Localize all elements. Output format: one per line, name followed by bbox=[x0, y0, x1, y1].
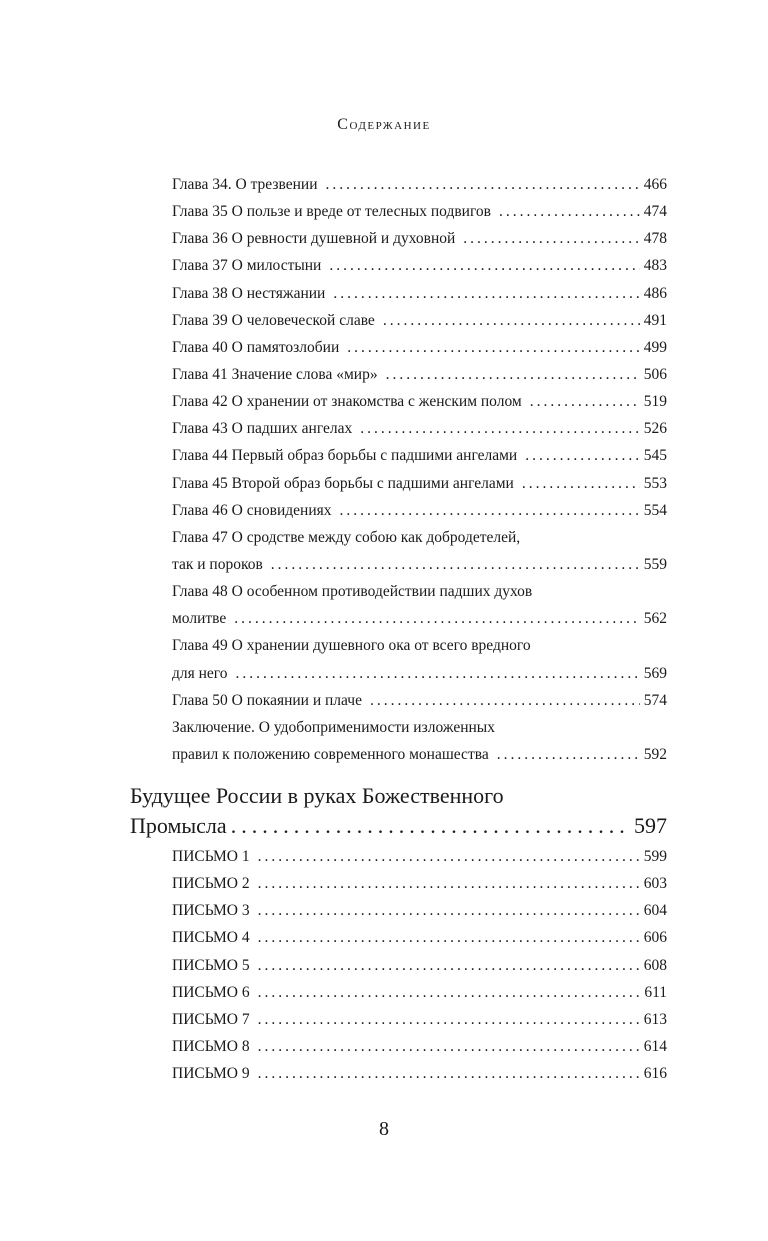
dot-leader bbox=[271, 551, 640, 578]
entry-page: 599 bbox=[643, 848, 667, 865]
dot-leader bbox=[499, 198, 640, 225]
toc-entry-ch38[interactable] bbox=[172, 280, 667, 307]
entry-page: 554 bbox=[643, 501, 667, 519]
entry-page: 611 bbox=[644, 983, 667, 1001]
entry-page: 616 bbox=[643, 1065, 667, 1083]
entry-title: Глава 36 О ревности душевной и духовной bbox=[172, 230, 456, 248]
toc-entry-ch49[interactable] bbox=[172, 632, 667, 686]
entry-page: 478 bbox=[643, 230, 667, 248]
entry-title-line1: Заключение. О удобоприменимости изложенных bbox=[172, 718, 495, 736]
dot-leader bbox=[386, 361, 640, 388]
entry-title-line2: правил к положению современного монашества bbox=[172, 745, 489, 763]
entry-page: 506 bbox=[643, 365, 667, 383]
dot-leader bbox=[258, 924, 640, 951]
entry-page: 606 bbox=[643, 929, 667, 947]
toc-entry-letter-1[interactable] bbox=[172, 843, 667, 870]
entry-page: 592 bbox=[643, 745, 667, 763]
toc-entry-letter-8[interactable] bbox=[172, 1033, 667, 1060]
entry-page: 613 bbox=[643, 1010, 667, 1028]
dot-leader bbox=[530, 388, 640, 415]
toc-entry-letter-9[interactable] bbox=[172, 1060, 667, 1087]
entry-page: 614 bbox=[643, 1037, 667, 1055]
dot-leader bbox=[258, 897, 640, 924]
dot-leader bbox=[258, 1060, 640, 1087]
dot-leader bbox=[234, 605, 639, 632]
toc-entry-ch43[interactable] bbox=[172, 415, 667, 442]
dot-leader bbox=[340, 497, 640, 524]
toc-entry-ch41[interactable] bbox=[172, 361, 667, 388]
dot-leader bbox=[497, 741, 640, 768]
toc-entry-ch45[interactable] bbox=[172, 470, 667, 497]
toc-entry-ch37[interactable] bbox=[172, 252, 667, 279]
letter-list bbox=[172, 843, 667, 1087]
dot-leader bbox=[370, 687, 640, 714]
entry-title: ПИСЬМО 2 bbox=[172, 875, 250, 893]
entry-page: 499 bbox=[643, 338, 667, 356]
toc-entry-letter-3[interactable] bbox=[172, 897, 667, 924]
dot-leader bbox=[258, 952, 640, 979]
entry-title: ПИСЬМО 4 bbox=[172, 929, 250, 947]
entry-title: Глава 37 О милостыни bbox=[172, 257, 322, 275]
dot-leader bbox=[326, 171, 640, 198]
entry-title: ПИСЬМО 5 bbox=[172, 956, 250, 974]
toc-entry-ch44[interactable] bbox=[172, 442, 667, 469]
toc-entry-ch47[interactable] bbox=[172, 524, 667, 578]
dot-leader bbox=[236, 660, 640, 687]
entry-page: 559 bbox=[643, 555, 667, 573]
entry-title-line1: Глава 48 О особенном противодействии падших духов bbox=[172, 583, 533, 601]
dot-leader bbox=[333, 280, 639, 307]
entry-title-line2: молитве bbox=[172, 610, 227, 628]
dot-leader bbox=[347, 334, 640, 361]
entry-title: Глава 35 О пользе и вреде от телесных подвигов bbox=[172, 203, 491, 221]
entry-page: 553 bbox=[643, 474, 667, 492]
dot-leader bbox=[231, 811, 626, 841]
entry-title: Глава 38 О нестяжании bbox=[172, 284, 326, 302]
entry-title: ПИСЬМО 3 bbox=[172, 902, 250, 920]
entry-title: Глава 39 О человеческой славе bbox=[172, 311, 375, 329]
dot-leader bbox=[258, 843, 640, 870]
toc-entry-letter-5[interactable] bbox=[172, 952, 667, 979]
entry-title: Глава 34. О трезвении bbox=[172, 176, 318, 193]
toc-entry-ch48[interactable] bbox=[172, 578, 667, 632]
entry-page: 608 bbox=[643, 956, 667, 974]
entry-page: 526 bbox=[643, 420, 667, 438]
entry-title-line2: так и пороков bbox=[172, 555, 263, 573]
entry-page: 519 bbox=[643, 393, 667, 411]
dot-leader bbox=[258, 1006, 640, 1033]
toc-entry-letter-2[interactable] bbox=[172, 870, 667, 897]
dot-leader bbox=[258, 1033, 640, 1060]
toc-entry-ch40[interactable] bbox=[172, 334, 667, 361]
entry-page: 562 bbox=[643, 610, 667, 628]
dot-leader bbox=[463, 225, 639, 252]
toc-entry-ch35[interactable] bbox=[172, 198, 667, 225]
entry-page: 574 bbox=[643, 691, 667, 709]
entry-title: Глава 43 О падших ангелах bbox=[172, 420, 353, 438]
entry-title: ПИСЬМО 1 bbox=[172, 848, 250, 865]
entry-title: ПИСЬМО 7 bbox=[172, 1010, 250, 1028]
toc-entry-ch34[interactable] bbox=[172, 171, 667, 198]
page-header: Содержание bbox=[337, 116, 431, 133]
entry-title: ПИСЬМО 6 bbox=[172, 983, 250, 1001]
entry-page: 603 bbox=[643, 875, 667, 893]
dot-leader bbox=[383, 307, 640, 334]
dot-leader bbox=[525, 442, 640, 469]
entry-title: Глава 44 Первый образ борьбы с падшими ангелами bbox=[172, 447, 518, 465]
dot-leader bbox=[522, 470, 640, 497]
entry-title: Глава 42 О хранении от знакомства с женским полом bbox=[172, 393, 522, 411]
entry-title: Глава 41 Значение слова «мир» bbox=[172, 365, 378, 383]
entry-page: 486 bbox=[643, 284, 667, 302]
chapter-list bbox=[172, 171, 667, 768]
entry-page: 545 bbox=[643, 447, 667, 465]
entry-page: 466 bbox=[643, 176, 667, 193]
entry-title: ПИСЬМО 8 bbox=[172, 1037, 250, 1055]
entry-title: ПИСЬМО 9 bbox=[172, 1065, 250, 1083]
entry-page: 491 bbox=[643, 311, 667, 329]
dot-leader bbox=[258, 870, 640, 897]
entry-title: Глава 40 О памятозлобии bbox=[172, 338, 340, 356]
toc-entry-letter-7[interactable] bbox=[172, 1006, 667, 1033]
section-page: 597 bbox=[634, 813, 667, 838]
entry-page: 604 bbox=[643, 902, 667, 920]
toc-entry-ch50[interactable] bbox=[172, 687, 667, 714]
dot-leader bbox=[360, 415, 640, 442]
page-number: 8 bbox=[379, 1118, 389, 1140]
toc-entry-conclusion[interactable] bbox=[172, 714, 667, 768]
toc-entry-letter-4[interactable] bbox=[172, 924, 667, 951]
dot-leader bbox=[329, 252, 639, 279]
toc-entry-ch46[interactable] bbox=[172, 497, 667, 524]
toc-section-heading[interactable] bbox=[130, 781, 667, 841]
entry-title: Глава 45 Второй образ борьбы с падшими ангелами bbox=[172, 474, 514, 492]
toc-entry-ch42[interactable] bbox=[172, 388, 667, 415]
entry-title-line1: Глава 47 О сродстве между собою как добродетелей, bbox=[172, 528, 521, 546]
toc-entry-ch36[interactable] bbox=[172, 225, 667, 252]
entry-page: 474 bbox=[643, 203, 667, 221]
entry-title-line1: Глава 49 О хранении душевного ока от всего вредного bbox=[172, 637, 531, 655]
toc-entry-ch39[interactable] bbox=[172, 307, 667, 334]
entry-title: Глава 46 О сновидениях bbox=[172, 501, 332, 519]
entry-page: 483 bbox=[643, 257, 667, 275]
dot-leader bbox=[258, 979, 641, 1006]
entry-title: Глава 50 О покаянии и плаче bbox=[172, 691, 362, 709]
section-title-line1: Будущее России в руках Божественного bbox=[130, 783, 504, 808]
toc-entry-letter-6[interactable] bbox=[172, 979, 667, 1006]
section-title-line2: Промысла bbox=[130, 813, 227, 838]
entry-page: 569 bbox=[643, 664, 667, 682]
entry-title-line2: для него bbox=[172, 664, 228, 682]
